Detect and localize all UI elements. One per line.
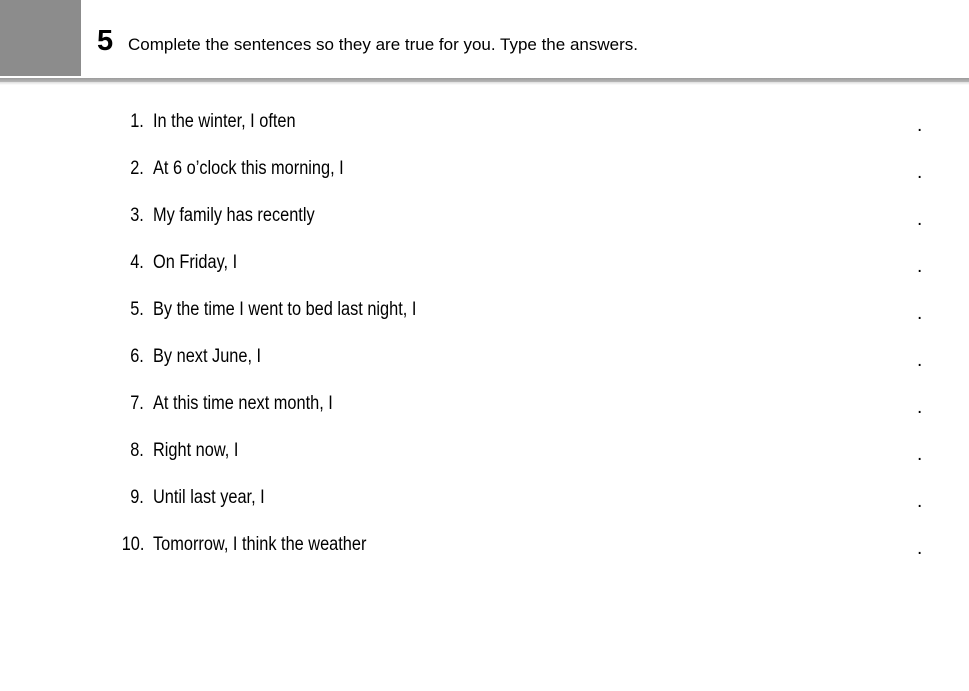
sentence-period: . — [917, 444, 923, 465]
sentence-prompt: At this time next month, I — [153, 393, 333, 414]
sentence-period: . — [917, 162, 923, 183]
item-number: 7. — [130, 393, 144, 414]
answer-input-6[interactable] — [272, 343, 910, 371]
item-number: 1. — [130, 111, 144, 132]
sentence-period: . — [917, 397, 923, 418]
answer-input-5[interactable] — [438, 296, 910, 324]
sentence-prompt: At 6 o’clock this morning, I — [153, 158, 344, 179]
answer-input-3[interactable] — [330, 202, 910, 230]
answer-input-7[interactable] — [352, 390, 910, 418]
exercise-header — [0, 0, 969, 79]
sentence-item-9 — [0, 482, 969, 529]
sentence-prompt: Tomorrow, I think the weather — [153, 534, 367, 555]
sentence-item-7 — [0, 388, 969, 435]
sentence-list — [0, 106, 969, 576]
sentence-item-5 — [0, 294, 969, 341]
item-number: 6. — [130, 346, 144, 367]
sentence-prompt: By next June, I — [153, 346, 262, 367]
sentence-item-6 — [0, 341, 969, 388]
sentence-period: . — [917, 209, 923, 230]
answer-input-10[interactable] — [385, 531, 910, 559]
sentence-item-8 — [0, 435, 969, 482]
answer-input-8[interactable] — [250, 437, 910, 465]
header-divider-shadow — [0, 82, 969, 85]
item-number: 8. — [130, 440, 144, 461]
sentence-prompt: My family has recently — [153, 205, 315, 226]
sentence-period: . — [917, 491, 923, 512]
exercise-instruction: Complete the sentences so they are true for you. Type the answers. — [128, 35, 638, 54]
sentence-prompt: Until last year, I — [153, 487, 265, 508]
sentence-item-1 — [0, 106, 969, 153]
sentence-period: . — [917, 303, 923, 324]
sentence-item-4 — [0, 247, 969, 294]
answer-input-2[interactable] — [360, 155, 910, 183]
answer-input-9[interactable] — [276, 484, 910, 512]
item-number: 5. — [130, 299, 144, 320]
header-gray-block — [0, 0, 81, 76]
sentence-period: . — [917, 256, 923, 277]
answer-input-4[interactable] — [244, 249, 910, 277]
item-number: 2. — [130, 158, 144, 179]
item-number: 4. — [130, 252, 144, 273]
item-number: 10. — [121, 534, 144, 555]
sentence-prompt: Right now, I — [153, 440, 239, 461]
sentence-period: . — [917, 115, 923, 136]
sentence-item-3 — [0, 200, 969, 247]
exercise-number: 5 — [97, 25, 114, 57]
sentence-item-2 — [0, 153, 969, 200]
sentence-period: . — [917, 350, 923, 371]
sentence-period: . — [917, 538, 923, 559]
item-number: 3. — [130, 205, 144, 226]
sentence-prompt: In the winter, I often — [153, 111, 296, 132]
item-number: 9. — [130, 487, 144, 508]
sentence-prompt: On Friday, I — [153, 252, 238, 273]
answer-input-1[interactable] — [310, 108, 910, 136]
sentence-prompt: By the time I went to bed last night, I — [153, 299, 417, 320]
sentence-item-10 — [0, 529, 969, 576]
